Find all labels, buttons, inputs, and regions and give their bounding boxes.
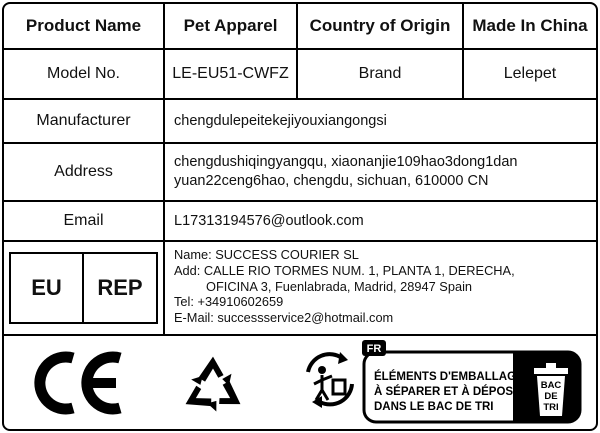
eu-rep-box — [9, 252, 158, 324]
address-label: Address — [54, 163, 113, 180]
recycle-icon — [180, 350, 246, 416]
eu-rep-name: Name: SUCCESS COURIER SL — [174, 247, 359, 262]
address-line-1: chengdushiqingyangqu, xiaonanjie109hao3dong1dan — [174, 154, 518, 170]
product-name-label: Product Name — [25, 16, 142, 35]
brand-label: Brand — [358, 65, 402, 82]
brand-value: Lelepet — [503, 65, 557, 82]
bin-text-2: DE — [544, 391, 558, 402]
email-value: L17313194576@outlook.com — [174, 213, 364, 229]
triman-line-2: À SÉPARER ET À DÉPOSER — [374, 386, 530, 398]
address-value — [165, 150, 596, 198]
manufacturer-value: chengdulepeitekejiyouxiangongsi — [174, 113, 387, 129]
bin-text-1: BAC — [540, 380, 562, 391]
eu-rep-details — [165, 245, 596, 333]
manufacturer-label: Manufacturer — [36, 112, 131, 129]
rep-mark: REP — [97, 275, 143, 300]
triman-line-1: ÉLÉMENTS D'EMBALLAGE — [374, 371, 524, 383]
divider — [2, 240, 598, 242]
eu-mark: EU — [11, 254, 84, 322]
triman-info-block — [360, 340, 582, 426]
model-number-value: LE-EU51-CWFZ — [172, 65, 289, 82]
triman-line-3: DANS LE BAC DE TRI — [374, 401, 494, 413]
model-number-label: Model No. — [47, 65, 120, 82]
address-line-2: yuan22ceng6hao, chengdu, sichuan, 610000 CN — [174, 173, 489, 189]
eu-rep-address-line-1: Add: CALLE RIO TORMES NUM. 1, PLANTA 1, DERECHA, — [174, 262, 515, 278]
eu-rep-phone: Tel: +34910602659 — [174, 294, 284, 310]
country-of-origin-label: Country of Origin — [309, 16, 451, 35]
eu-rep-address-line-2: OFICINA 3, Fuenlabrada, Madrid, 28947 Spain — [206, 278, 473, 294]
triman-country: FR — [366, 343, 382, 355]
email-label: Email — [63, 212, 104, 229]
bin-text-3: TRI — [543, 402, 559, 413]
product-name-value: Pet Apparel — [183, 16, 278, 35]
divider — [2, 334, 598, 336]
eu-rep-email: E-Mail: successservice2@hotmail.com — [174, 310, 394, 326]
triman-icon — [300, 350, 360, 408]
ce-mark-icon — [34, 350, 128, 416]
country-of-origin-value: Made In China — [472, 16, 588, 35]
